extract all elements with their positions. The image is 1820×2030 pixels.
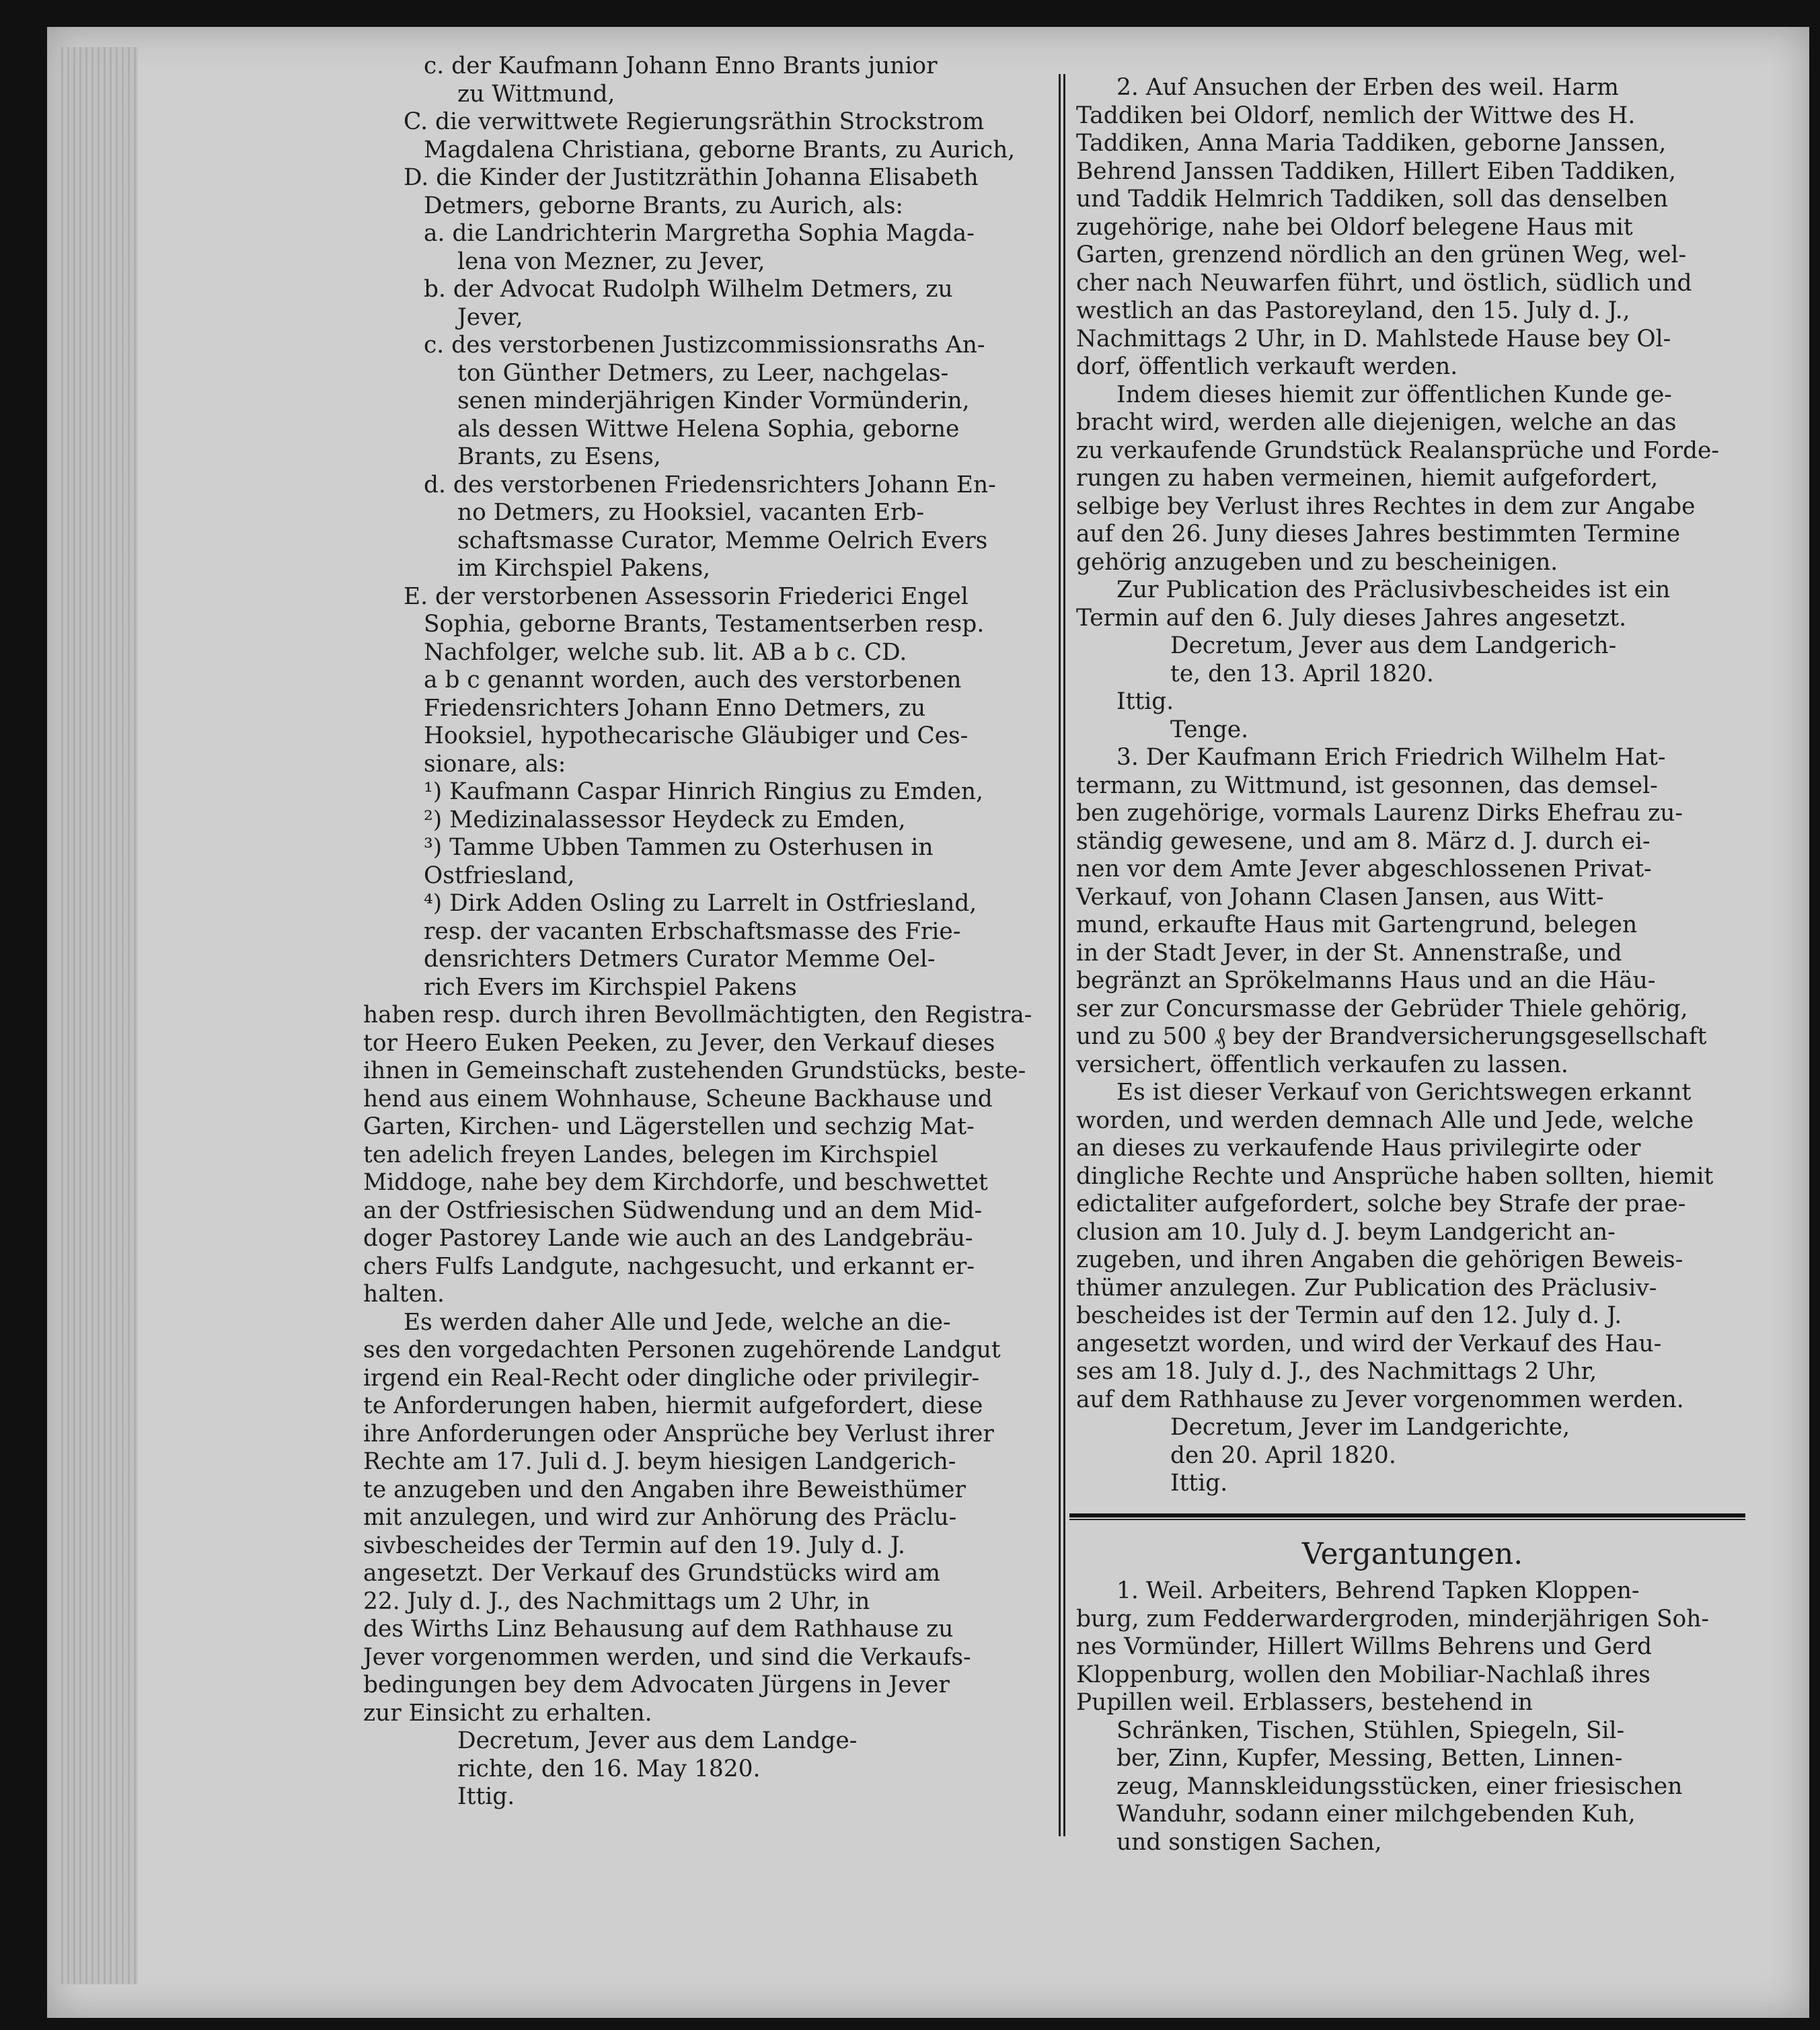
text-line: Zur Publication des Präclusivbescheides ist ein xyxy=(1116,576,1671,603)
text-line: Es ist dieser Verkauf von Gerichtswegen erkannt xyxy=(1116,1079,1692,1106)
text-line: Taddiken, Anna Maria Taddiken, geborne Janssen, xyxy=(1076,130,1667,157)
text-line: te Anforderungen haben, hiermit aufgefordert, diese xyxy=(363,1392,983,1419)
text-line: Behrend Janssen Taddiken, Hillert Eiben Taddiken, xyxy=(1076,157,1676,185)
text-line: Jever, xyxy=(457,303,523,331)
text-line: c. des verstorbenen Justizcommissionsraths An- xyxy=(424,332,985,359)
text-line: thümer anzulegen. Zur Publication des Präclusiv- xyxy=(1076,1274,1657,1302)
text-line: tor Heero Euken Peeken, zu Jever, den Verkauf dieses xyxy=(363,1029,995,1057)
text-line: selbige bey Verlust ihres Rechtes in dem zur Angabe xyxy=(1076,492,1696,520)
text-line: C. die verwittwete Regierungsräthin Strockstrom xyxy=(404,108,985,135)
text-line: a. die Landrichterin Margretha Sophia Magda- xyxy=(424,220,975,247)
text-line: Verkauf, von Johann Clasen Jansen, aus Witt- xyxy=(1076,883,1604,911)
text-line: an der Ostfriesischen Südwendung und an dem Mid- xyxy=(363,1197,983,1224)
text-line: E. der verstorbenen Assessorin Friederici Engel xyxy=(404,582,969,610)
text-line: senen minderjährigen Kinder Vormünderin, xyxy=(457,387,970,414)
section-separator xyxy=(1069,1513,1745,1520)
text-line: edictaliter aufgefordert, solche bey Strafe der prae- xyxy=(1076,1191,1686,1217)
text-line: worden, und werden demnach Alle und Jede, welche xyxy=(1076,1106,1694,1134)
text-line: zu verkaufende Grundstück Realansprüche und Forde- xyxy=(1076,437,1720,464)
text-line: Hooksiel, hypothecarische Gläubiger und Ces- xyxy=(424,722,969,749)
text-line: ¹) Kaufmann Caspar Hinrich Ringius zu Emden, xyxy=(424,778,983,805)
text-line: d. des verstorbenen Friedensrichters Johann En- xyxy=(424,471,996,498)
text-line: resp. der vacanten Erbschaftsmasse des Frie- xyxy=(424,917,961,945)
text-line: D. die Kinder der Justitzräthin Johanna Elisabeth xyxy=(404,164,979,191)
text-line: densrichters Detmers Curator Memme Oel- xyxy=(424,946,936,973)
right-column-lower xyxy=(1076,1577,1749,1856)
book-page-edges xyxy=(57,47,138,1984)
text-line: Garten, Kirchen- und Lägerstellen und sechzig Mat- xyxy=(363,1113,975,1140)
right-column xyxy=(1076,74,1749,1498)
text-line: ³) Tamme Ubben Tammen zu Osterhusen in xyxy=(424,834,934,861)
text-line: versichert, öffentlich verkaufen zu lassen. xyxy=(1076,1051,1568,1078)
text-line: rich Evers im Kirchspiel Pakens xyxy=(424,973,797,1001)
text-line: ses den vorgedachten Personen zugehörende Landgut xyxy=(363,1337,1001,1363)
text-line: hend aus einem Wohnhause, Scheune Backhause und xyxy=(363,1085,993,1113)
text-line: zur Einsicht zu erhalten. xyxy=(363,1699,652,1727)
text-line: Kloppenburg, wollen den Mobiliar-Nachlaß ihres xyxy=(1076,1661,1651,1688)
text-line: schaftsmasse Curator, Memme Oelrich Evers xyxy=(457,527,988,554)
text-line: te anzugeben und den Angaben ihre Beweisthümer xyxy=(363,1476,966,1503)
text-line: zu Wittmund, xyxy=(457,80,615,108)
text-line: lena von Mezner, zu Jever, xyxy=(457,248,765,275)
column-separator xyxy=(1059,74,1065,1836)
text-line: sionare, als: xyxy=(424,750,566,778)
text-line: sivbescheides der Termin auf den 19. July d. J. xyxy=(363,1532,905,1559)
text-line: Ittig. xyxy=(457,1783,515,1810)
text-line: Garten, grenzend nördlich an den grünen Weg, wel- xyxy=(1076,241,1687,268)
text-line: Termin auf den 6. July dieses Jahres angesetzt. xyxy=(1076,604,1627,632)
text-line: cher nach Neuwarfen führt, und östlich, südlich und xyxy=(1076,269,1692,297)
text-line: gehörig anzugeben und zu bescheinigen. xyxy=(1076,548,1558,576)
text-line: zeug, Mannskleidungsstücken, einer friesischen xyxy=(1116,1772,1683,1800)
text-line: termann, zu Wittmund, ist gesonnen, das demsel- xyxy=(1076,772,1658,799)
text-line: und Taddik Helmrich Taddiken, soll das denselben xyxy=(1076,186,1668,213)
left-column xyxy=(363,52,1036,1811)
text-line: Schränken, Tischen, Stühlen, Spiegeln, Sil- xyxy=(1116,1717,1625,1744)
text-line: Rechte am 17. Juli d. J. beym hiesigen Landgerich- xyxy=(363,1448,956,1475)
text-line: c. der Kaufmann Johann Enno Brants junior xyxy=(424,52,938,79)
text-line: Decretum, Jever im Landgerichte, xyxy=(1170,1414,1570,1441)
text-line: dorf, öffentlich verkauft werden. xyxy=(1076,353,1458,380)
text-line: Tenge. xyxy=(1170,716,1249,743)
text-line: dingliche Rechte und Ansprüche haben sollten, hiemit xyxy=(1076,1162,1714,1190)
text-line: Jever vorgenommen werden, und sind die Verkaufs- xyxy=(363,1643,971,1671)
text-line: 2. Auf Ansuchen der Erben des weil. Harm xyxy=(1116,74,1619,101)
text-line: doger Pastorey Lande wie auch an des Landgebräu- xyxy=(363,1225,973,1252)
text-line: und sonstigen Sachen, xyxy=(1116,1828,1382,1856)
text-line: burg, zum Fedderwardergroden, minderjährigen Soh- xyxy=(1076,1605,1709,1632)
text-line: Wanduhr, sodann einer milchgebenden Kuh, xyxy=(1116,1801,1636,1828)
text-line: mund, erkaufte Haus mit Gartengrund, belegen xyxy=(1076,911,1638,938)
text-line: begränzt an Sprökelmanns Haus und an die Häu- xyxy=(1076,967,1656,994)
text-line: haben resp. durch ihren Bevollmächtigten, den Registra- xyxy=(363,1002,1032,1028)
text-line: ton Günther Detmers, zu Leer, nachgelas- xyxy=(457,359,949,387)
text-line: ses am 18. July d. J., des Nachmittags 2 Uhr, xyxy=(1076,1358,1597,1385)
text-line: Decretum, Jever aus dem Landge- xyxy=(457,1727,858,1754)
text-line: auf dem Rathhause zu Jever vorgenommen werden. xyxy=(1076,1386,1684,1413)
text-line: 3. Der Kaufmann Erich Friedrich Wilhelm Hat- xyxy=(1116,744,1666,771)
text-line: den 20. April 1820. xyxy=(1170,1441,1396,1469)
text-line: Magdalena Christiana, geborne Brants, zu Aurich, xyxy=(424,136,1016,163)
text-line: Ittig. xyxy=(1170,1470,1228,1497)
text-line: bescheides ist der Termin auf den 12. July d. J. xyxy=(1076,1302,1622,1329)
text-line: ⁴) Dirk Adden Osling zu Larrelt in Ostfriesland, xyxy=(424,890,977,917)
text-line: des Wirths Linz Behausung auf dem Rathhause zu xyxy=(363,1616,954,1643)
text-line: ihnen in Gemeinschaft zustehenden Grundstücks, beste- xyxy=(363,1057,1026,1084)
text-line: als dessen Wittwe Helena Sophia, geborne xyxy=(457,415,960,443)
text-line: nen vor dem Amte Jever abgeschlossenen Privat- xyxy=(1076,856,1652,882)
text-line: Es werden daher Alle und Jede, welche an die- xyxy=(404,1308,951,1336)
text-line: 22. July d. J., des Nachmittags um 2 Uhr, in xyxy=(363,1587,870,1615)
text-line: bedingungen bey dem Advocaten Jürgens in Jever xyxy=(363,1671,950,1698)
text-line: ²) Medizinalassessor Heydeck zu Emden, xyxy=(424,806,906,833)
text-line: ten adelich freyen Landes, belegen im Kirchspiel xyxy=(363,1141,938,1168)
text-line: auf den 26. Juny dieses Jahres bestimmten Termine xyxy=(1076,521,1681,548)
text-line: Pupillen weil. Erblassers, bestehend in xyxy=(1076,1689,1533,1716)
text-line: Nachfolger, welche sub. lit. AB a b c. CD. xyxy=(424,638,907,666)
text-line: Brants, zu Esens, xyxy=(457,443,661,470)
text-line: zugeben, und ihren Angaben die gehörigen Beweis- xyxy=(1076,1246,1683,1273)
text-line: im Kirchspiel Pakens, xyxy=(457,555,711,582)
text-line: angesetzt worden, und wird der Verkauf des Hau- xyxy=(1076,1330,1662,1357)
section-heading: Vergantungen. xyxy=(1301,1537,1523,1571)
text-line: mit anzulegen, und wird zur Anhörung des Präclu- xyxy=(363,1504,957,1531)
text-line: te, den 13. April 1820. xyxy=(1170,660,1434,687)
text-line: ihre Anforderungen oder Ansprüche bey Verlust ihrer xyxy=(363,1420,994,1448)
text-line: angesetzt. Der Verkauf des Grundstücks wird am xyxy=(363,1560,940,1587)
text-line: clusion am 10. July d. J. beym Landgericht an- xyxy=(1076,1218,1616,1246)
text-line: westlich an das Pastoreyland, den 15. July d. J., xyxy=(1076,297,1630,324)
text-line: rungen zu haben vermeinen, hiemit aufgefordert, xyxy=(1076,465,1659,492)
text-line: 1. Weil. Arbeiters, Behrend Tapken Kloppen- xyxy=(1116,1577,1640,1604)
text-line: Nachmittags 2 Uhr, in D. Mahlstede Hause bey Ol- xyxy=(1076,325,1671,352)
text-line: b. der Advocat Rudolph Wilhelm Detmers, zu xyxy=(424,276,953,303)
text-line: a b c genannt worden, auch des verstorbenen xyxy=(424,667,962,693)
text-line: ständig gewesene, und am 8. März d. J. durch ei- xyxy=(1076,827,1651,855)
text-line: Decretum, Jever aus dem Landgerich- xyxy=(1170,632,1617,659)
text-line: Ostfriesland, xyxy=(424,862,575,889)
text-line: bracht wird, werden alle diejenigen, welche an das xyxy=(1076,409,1677,436)
text-line: Sophia, geborne Brants, Testamentserben resp. xyxy=(424,611,985,638)
text-line: ber, Zinn, Kupfer, Messing, Betten, Linnen- xyxy=(1116,1745,1623,1772)
text-line: und zu 500 ₰ bey der Brandversicherungsgesellschaft xyxy=(1076,1023,1707,1050)
text-line: in der Stadt Jever, in der St. Annenstraße, und xyxy=(1076,939,1622,967)
text-line: no Detmers, zu Hooksiel, vacanten Erb- xyxy=(457,499,925,526)
text-line: ser zur Concursmasse der Gebrüder Thiele gehörig, xyxy=(1076,995,1688,1022)
text-line: Detmers, geborne Brants, zu Aurich, als: xyxy=(424,192,903,219)
text-line: an dieses zu verkaufende Haus privilegirte oder xyxy=(1076,1135,1641,1162)
text-line: Indem dieses hiemit zur öffentlichen Kunde ge- xyxy=(1116,381,1672,408)
text-line: richte, den 16. May 1820. xyxy=(457,1755,761,1782)
text-line: Taddiken bei Oldorf, nemlich der Wittwe des H. xyxy=(1076,102,1636,129)
text-line: halten. xyxy=(363,1281,445,1308)
text-line: irgend ein Real-Recht oder dingliche oder privilegir- xyxy=(363,1364,980,1392)
text-line: nes Vormünder, Hillert Willms Behrens und Gerd xyxy=(1076,1633,1652,1660)
text-line: Middoge, nahe bey dem Kirchdorfe, und beschwettet xyxy=(363,1169,988,1196)
text-line: Ittig. xyxy=(1116,688,1174,715)
text-line: ben zugehörige, vormals Laurenz Dirks Ehefrau zu- xyxy=(1076,800,1683,827)
text-line: zugehörige, nahe bei Oldorf belegene Haus mit xyxy=(1076,213,1633,241)
text-line: chers Fulfs Landgute, nachgesucht, und erkannt er- xyxy=(363,1252,975,1280)
text-line: Friedensrichters Johann Enno Detmers, zu xyxy=(424,694,926,722)
